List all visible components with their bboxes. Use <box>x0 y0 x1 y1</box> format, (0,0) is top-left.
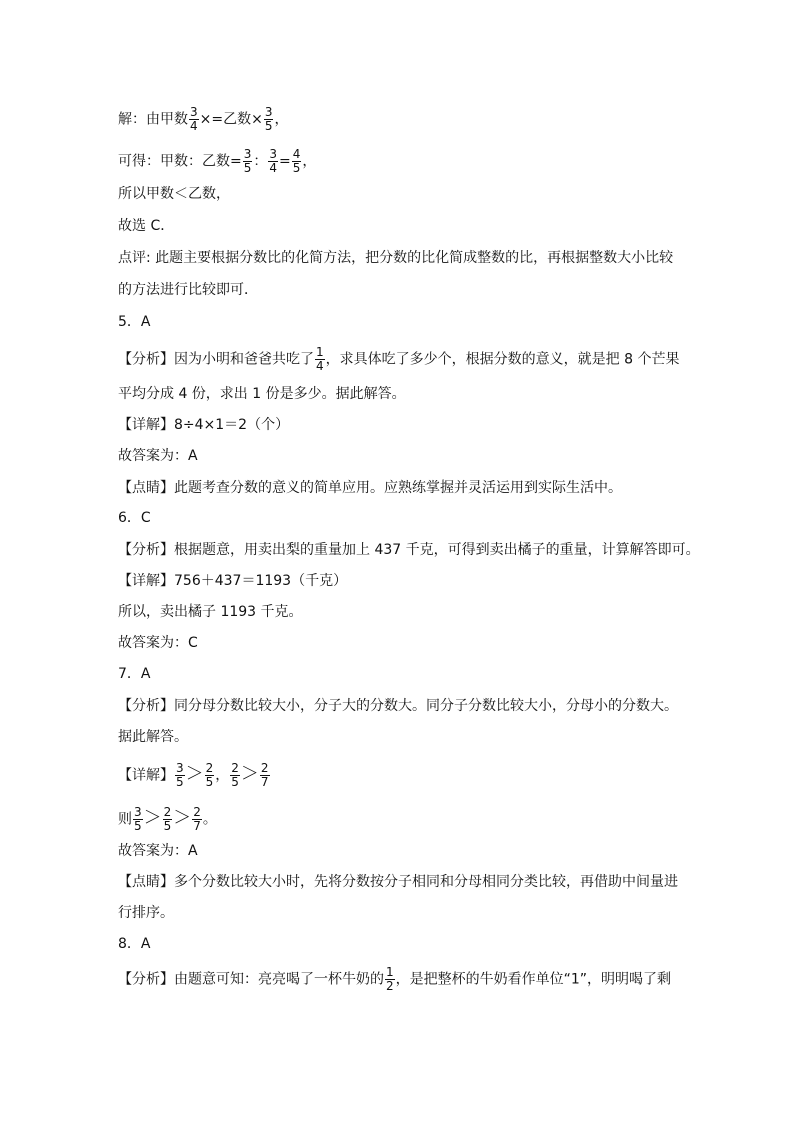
greater-than-sign: ＞ <box>173 807 192 829</box>
q5-analysis-line2: 平均分成 4 份，求出 1 份是多少。据此解答。 <box>118 386 406 402</box>
text: ， <box>274 111 289 128</box>
greater-than-sign: ＞ <box>185 763 204 785</box>
q7-answer: 故答案为：A <box>118 843 198 859</box>
fraction: $\frac{2}{7}$ <box>260 761 269 789</box>
fraction: $\frac{3}{5}$ <box>176 761 184 789</box>
q4-ratio-line <box>118 148 316 175</box>
text: 【分析】由题意可知：亮亮喝了一杯牛奶的 <box>118 971 384 988</box>
fraction: $\frac{1}{4}$ <box>316 345 324 373</box>
greater-than-sign: ＞ <box>143 807 162 829</box>
q7-analysis-line1: 【分析】同分母分数比较大小，分子大的分数大。同分子分数比较大小，分母小的分数大。 <box>118 698 678 714</box>
q8-analysis-line1 <box>118 966 671 993</box>
q7-analysis-line2: 据此解答。 <box>118 729 188 745</box>
q4-solution-line <box>118 106 288 133</box>
fraction: $\frac{4}{5}$ <box>292 147 301 175</box>
fraction: $\frac{3}{4}$ <box>269 147 278 175</box>
q7-detail <box>118 762 271 789</box>
text: ，是把整杯的牛奶看作单位“1”，明明喝了剩 <box>395 971 672 988</box>
text: 【详解】 <box>118 767 174 784</box>
text: 则 <box>118 811 132 828</box>
fraction: $\frac{3}{5}$ <box>134 805 142 833</box>
fraction: $\frac{1}{2}$ <box>386 965 394 993</box>
q5-answer: 故答案为：A <box>118 448 198 464</box>
text: 。 <box>202 811 217 828</box>
q4-answer: 故选 C． <box>118 218 175 234</box>
text: ， <box>302 153 317 170</box>
text: 可得：甲数：乙数= <box>118 153 242 170</box>
text: 解：由甲数 <box>118 111 188 128</box>
q6-detail: 【详解】756＋437＝1193（千克） <box>118 573 348 589</box>
fraction: $\frac{2}{7}$ <box>193 805 201 833</box>
q7-ordering <box>118 806 217 833</box>
text: 【分析】因为小明和爸爸共吃了 <box>118 351 314 368</box>
fraction: $\frac{2}{5}$ <box>231 761 239 789</box>
q4-conclusion: 所以甲数＜乙数， <box>118 186 230 202</box>
text: ×=乙数× <box>199 111 263 128</box>
q6-analysis: 【分析】根据题意，用卖出梨的重量加上 437 千克，可得到卖出橘子的重量，计算解答即可。 <box>118 542 700 558</box>
text: ： <box>253 153 268 170</box>
q5-heading: 5．A <box>118 314 151 330</box>
q5-detail: 【详解】8÷4×1＝2（个） <box>118 417 290 433</box>
q4-comment-line1: 点评: 此题主要根据分数比的化简方法，把分数的比化简成整数的比，再根据整数大小比较 <box>118 250 674 266</box>
q6-result: 所以，卖出橘子 1193 千克。 <box>118 604 303 620</box>
q7-comment-line1: 【点睛】多个分数比较大小时，先将分数按分子相同和分母相同分类比较，再借助中间量进 <box>118 874 678 890</box>
text: ， <box>215 767 230 784</box>
fraction: $\frac{2}{5}$ <box>163 805 172 833</box>
text: = <box>279 153 291 170</box>
q7-comment-line2: 行排序。 <box>118 905 174 921</box>
q5-comment: 【点睛】此题考查分数的意义的简单应用。应熟练掌握并灵活运用到实际生活中。 <box>118 480 622 496</box>
q8-heading: 8．A <box>118 936 151 952</box>
greater-than-sign: ＞ <box>240 763 259 785</box>
text: ，求具体吃了多少个，根据分数的意义，就是把 8 个芒果 <box>325 351 680 368</box>
q7-heading: 7．A <box>118 666 151 682</box>
q6-heading: 6．C <box>118 510 151 526</box>
q6-answer: 故答案为：C <box>118 635 198 651</box>
fraction: $\frac{2}{5}$ <box>205 761 214 789</box>
fraction: $\frac{3}{5}$ <box>264 105 273 133</box>
q4-comment-line2: 的方法进行比较即可． <box>118 282 258 298</box>
q5-analysis-line1 <box>118 346 679 373</box>
fraction: $\frac{3}{4}$ <box>190 105 198 133</box>
fraction: $\frac{3}{5}$ <box>243 147 252 175</box>
